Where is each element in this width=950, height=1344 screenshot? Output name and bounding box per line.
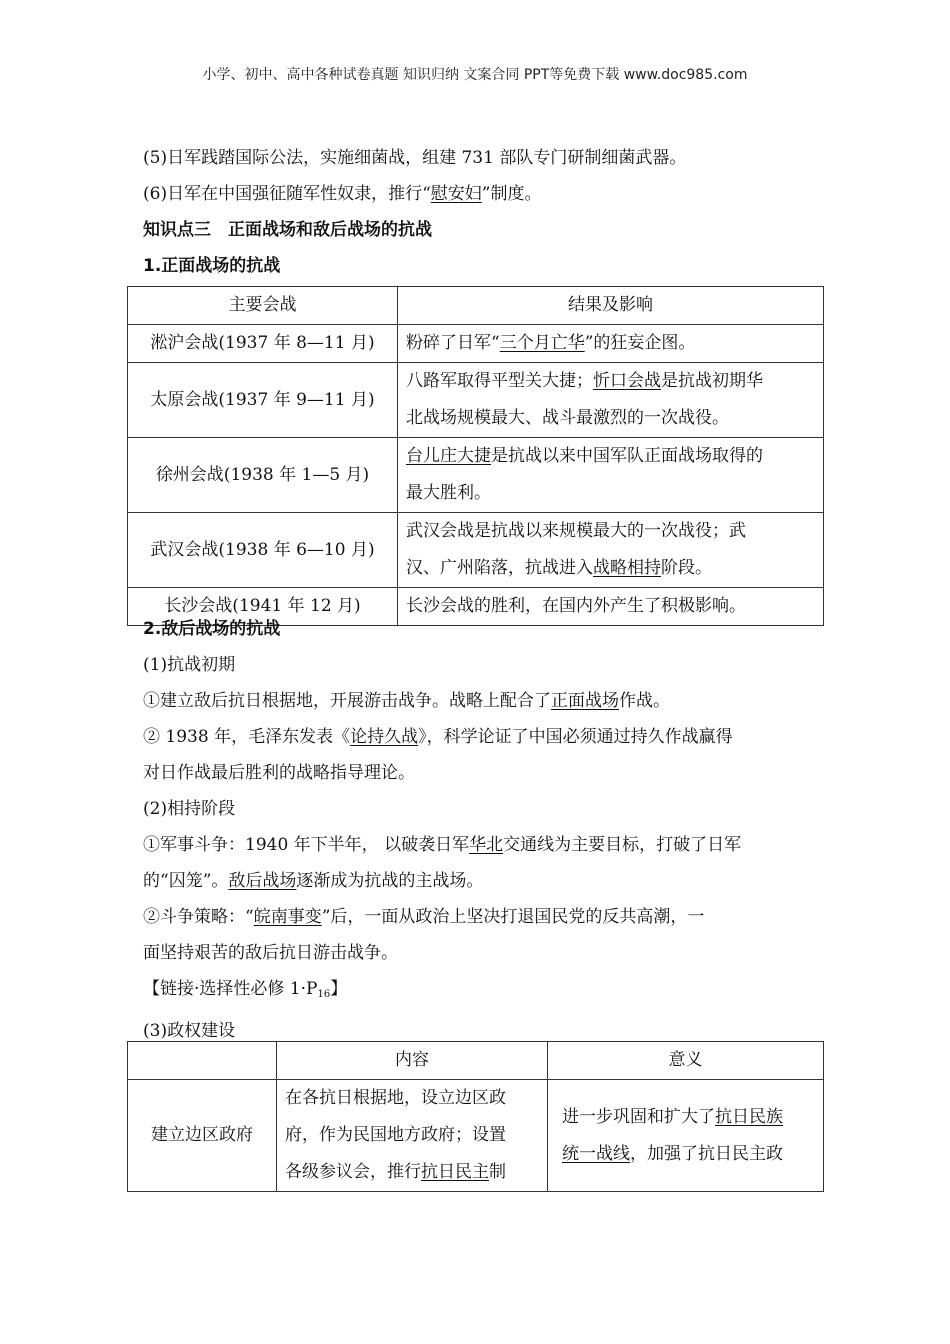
table-row — [128, 438, 824, 513]
battle-result: 粉碎了日军“三个月亡华”的狂妄企图。 — [398, 325, 824, 363]
section-3-title: 知识点三 正面战场和敌后战场的抗战 — [143, 220, 432, 240]
stalemate-title: (2)相持阶段 — [143, 799, 236, 819]
battle-name: 长沙会战(1941 年 12 月) — [128, 588, 398, 626]
battle-name: 太原会战(1937 年 9—11 月) — [128, 363, 398, 438]
table-row — [128, 363, 824, 438]
item-6: (6)日军在中国强征随军性奴隶，推行“慰安妇”制度。 — [143, 184, 542, 204]
stalemate-point-2: ②斗争策略：“皖南事变”后，一面从政治上坚决打退国民党的反共高潮，一 — [143, 907, 705, 927]
header-significance: 意义 — [548, 1042, 824, 1080]
part-2-title: 2.敌后战场的抗战 — [143, 619, 281, 639]
regime-title: (3)政权建设 — [143, 1021, 236, 1041]
battle-result: 台儿庄大捷是抗战以来中国军队正面战场取得的 最大胜利。 — [398, 438, 824, 513]
textbook-link: 【链接·选择性必修 $1\cdot P_{16}$】 — [143, 979, 348, 1000]
header-content: 内容 — [277, 1042, 548, 1080]
battle-result: 武汉会战是抗战以来规模最大的一次战役；武 汉、广州陷落，抗战进入战略相持阶段。 — [398, 513, 824, 588]
battle-name: 武汉会战(1938 年 6—10 月) — [128, 513, 398, 588]
significance-cell: 进一步巩固和扩大了抗日民族 统一战线，加强了抗日民主政 — [548, 1080, 824, 1192]
stalemate-point-1: ①军事斗争：1940 年下半年， 以破袭日军华北交通线为主要目标，打破了日军 — [143, 835, 742, 855]
table-header-row — [128, 1042, 824, 1080]
early-point-2-cont: 对日作战最后胜利的战略指导理论。 — [143, 763, 415, 783]
content-cell: 在各抗日根据地，设立边区政 府，作为民国地方政府；设置 各级参议会，推行抗日民主制 — [277, 1080, 548, 1192]
row-label-border-government: 建立边区政府 — [128, 1080, 277, 1192]
early-point-1: ①建立敌后抗日根据地，开展游击战争。战略上配合了正面战场作战。 — [143, 691, 670, 711]
table-row — [128, 1080, 824, 1192]
header-result-impact: 结果及影响 — [398, 287, 824, 325]
table-regime-building — [127, 1041, 824, 1192]
page-header: 小学、初中、高中各种试卷真题 知识归纳 文案合同 PPT等免费下载 www.doc985.com — [202, 67, 748, 83]
part-1-title: 1.正面战场的抗战 — [143, 256, 281, 276]
table-row — [128, 325, 824, 363]
stalemate-point-2-cont: 面坚持艰苦的敌后抗日游击战争。 — [143, 943, 398, 963]
table-header-row — [128, 287, 824, 325]
battle-result: 八路军取得平型关大捷；忻口会战是抗战初期华 北战场规模最大、战斗最激烈的一次战役。 — [398, 363, 824, 438]
early-stage-title: (1)抗战初期 — [143, 655, 236, 675]
battle-result: 长沙会战的胜利，在国内外产生了积极影响。 — [398, 588, 824, 626]
stalemate-point-1-cont: 的“囚笼”。敌后战场逐渐成为抗战的主战场。 — [143, 871, 484, 891]
header-main-battles: 主要会战 — [128, 287, 398, 325]
battle-name: 淞沪会战(1937 年 8—11 月) — [128, 325, 398, 363]
early-point-2: ② 1938 年，毛泽东发表《论持久战》，科学论证了中国必须通过持久作战赢得 — [143, 727, 733, 747]
table-row — [128, 513, 824, 588]
table-frontline-battles — [127, 286, 824, 626]
battle-name: 徐州会战(1938 年 1—5 月) — [128, 438, 398, 513]
item-5: (5)日军践踏国际公法，实施细菌战，组建 731 部队专门研制细菌武器。 — [143, 148, 687, 168]
header-blank — [128, 1042, 277, 1080]
